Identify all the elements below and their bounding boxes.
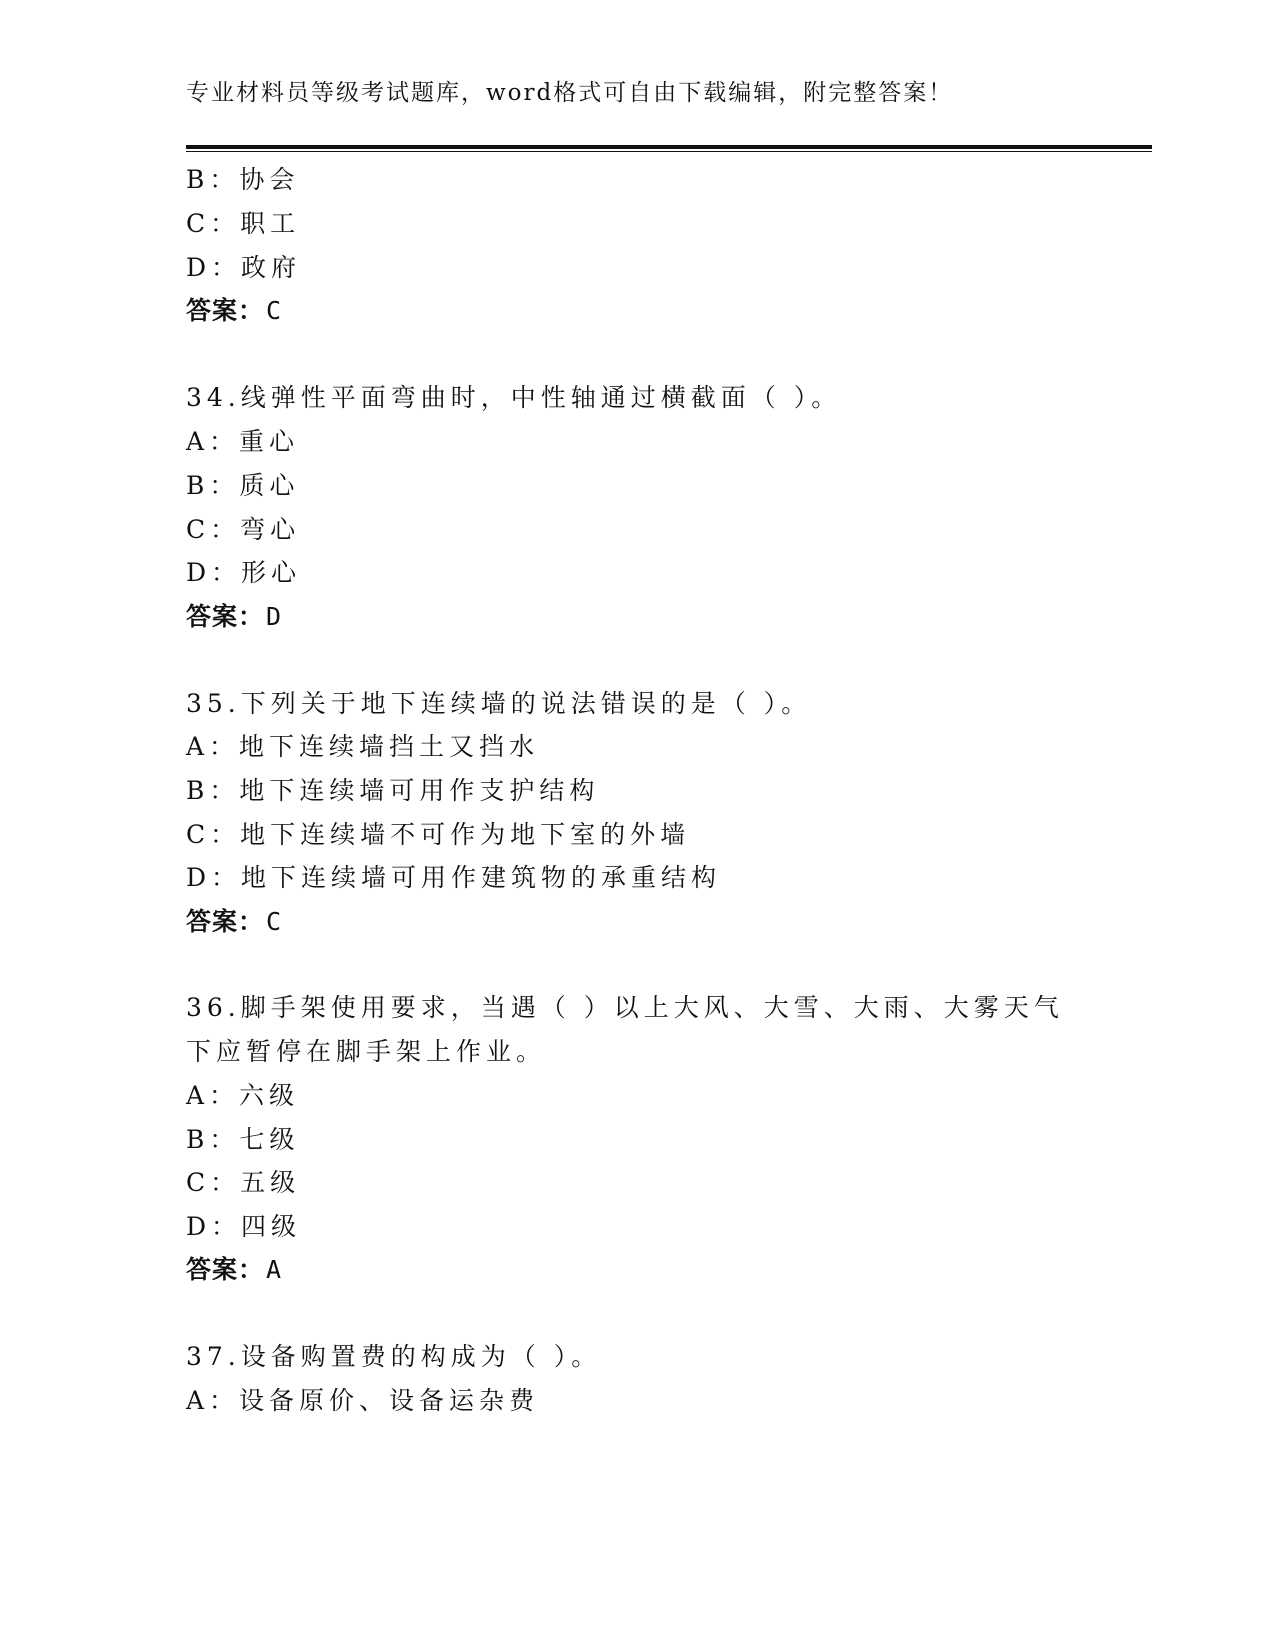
- answer-value: D: [266, 602, 283, 631]
- option-line: D：四级: [186, 1212, 302, 1241]
- question-stem: 37.设备购置费的构成为（ ）。: [186, 1342, 602, 1371]
- question-stem: 34.线弹性平面弯曲时，中性轴通过横截面（ ）。: [186, 383, 842, 412]
- answer-value: A: [266, 1255, 283, 1284]
- answer-line: [186, 291, 282, 327]
- answer-line: [186, 597, 282, 633]
- option-line: B：协会: [186, 165, 300, 194]
- answer-line: [186, 902, 282, 938]
- option-line: C：弯心: [186, 515, 301, 544]
- option-line: D：政府: [186, 253, 302, 282]
- option-line: B：质心: [186, 471, 300, 500]
- header-rule-thin: [186, 151, 1152, 152]
- header-rule-thick: [186, 145, 1152, 149]
- page-header: 专业材料员等级考试题库，word格式可自由下载编辑，附完整答案！: [186, 80, 954, 106]
- answer-label: 答案：: [186, 602, 265, 631]
- question-stem: 36.脚手架使用要求，当遇（ ）以上大风、大雪、大雨、大雾天气: [186, 993, 1064, 1022]
- option-line: B：地下连续墙可用作支护结构: [186, 776, 600, 805]
- option-line: D：形心: [186, 558, 302, 587]
- option-line: B：七级: [186, 1125, 300, 1154]
- option-line: C：五级: [186, 1168, 301, 1197]
- question-stem: 35.下列关于地下连续墙的说法错误的是（ ）。: [186, 689, 812, 718]
- option-line: A：重心: [186, 427, 300, 456]
- answer-label: 答案：: [186, 296, 265, 325]
- answer-value: C: [266, 907, 283, 936]
- question-stem-continued: 下应暂停在脚手架上作业。: [186, 1037, 547, 1066]
- answer-label: 答案：: [186, 1255, 265, 1284]
- option-line: A：六级: [186, 1081, 300, 1110]
- option-line: A：设备原价、设备运杂费: [186, 1386, 540, 1415]
- answer-line: [186, 1250, 282, 1286]
- option-line: C：职工: [186, 209, 301, 238]
- option-line: D：地下连续墙可用作建筑物的承重结构: [186, 863, 722, 892]
- answer-label: 答案：: [186, 907, 265, 936]
- option-line: A：地下连续墙挡土又挡水: [186, 732, 540, 761]
- option-line: C：地下连续墙不可作为地下室的外墙: [186, 820, 691, 849]
- answer-value: C: [266, 296, 283, 325]
